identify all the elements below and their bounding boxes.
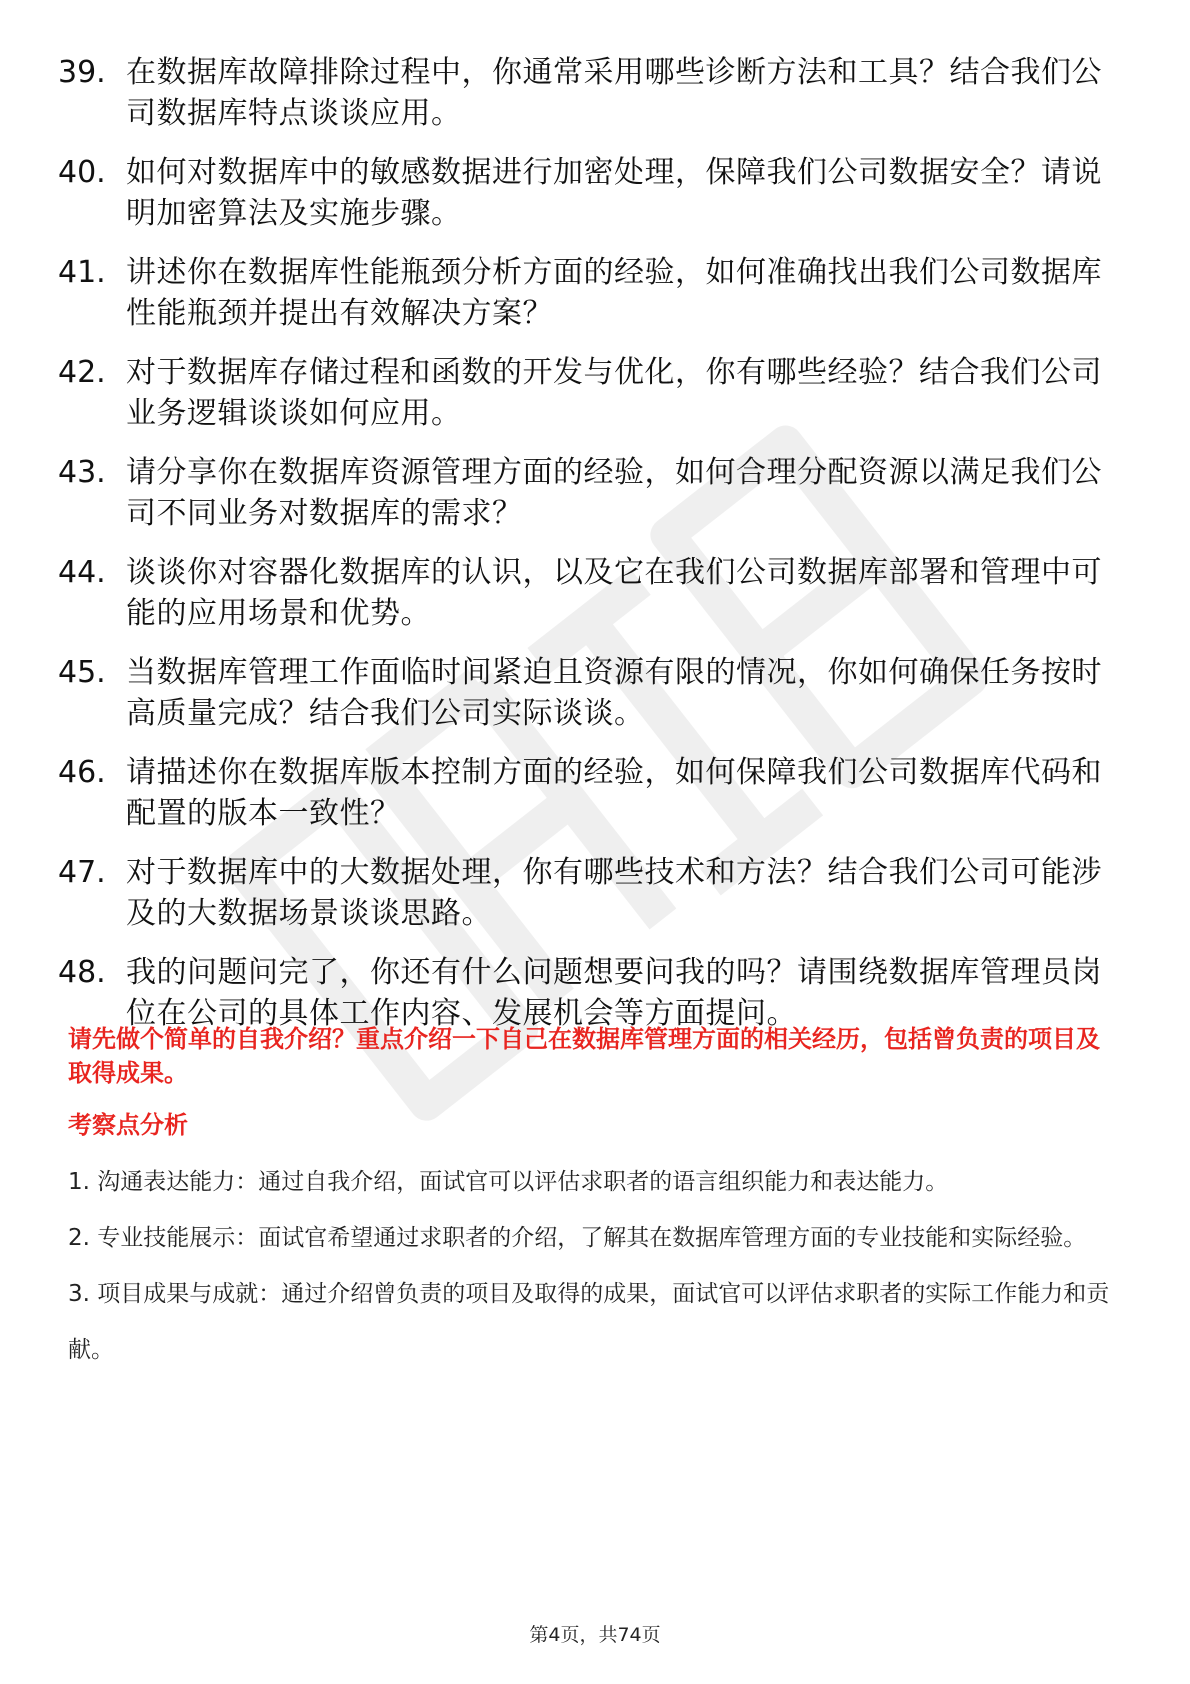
list-item bbox=[58, 552, 1108, 634]
question-number: 47. bbox=[58, 855, 106, 890]
question-text: 谈谈你对容器化数据库的认识，以及它在我们公司数据库部署和管理中可能的应用场景和优势。 bbox=[126, 555, 1102, 631]
list-item bbox=[58, 652, 1108, 734]
list-item bbox=[58, 52, 1108, 134]
question-text: 请描述你在数据库版本控制方面的经验，如何保障我们公司数据库代码和配置的版本一致性？ bbox=[126, 755, 1102, 831]
highlight-question: 请先做个简单的自我介绍？重点介绍一下自己在数据库管理方面的相关经历，包括曾负责的项目及取得成果。 bbox=[68, 1025, 1100, 1087]
analysis-item: 2. 专业技能展示：面试官希望通过求职者的介绍，了解其在数据库管理方面的专业技能和实际经验。 bbox=[68, 1225, 1087, 1251]
question-text: 对于数据库存储过程和函数的开发与优化，你有哪些经验？结合我们公司业务逻辑谈谈如何应用。 bbox=[126, 355, 1102, 431]
list-item bbox=[58, 152, 1108, 234]
analysis-list bbox=[68, 1154, 1118, 1378]
question-number: 44. bbox=[58, 555, 106, 590]
page-number: 第4页，共74页 bbox=[529, 1624, 661, 1646]
question-number: 46. bbox=[58, 755, 106, 790]
analysis-item: 1. 沟通表达能力：通过自我介绍，面试官可以评估求职者的语言组织能力和表达能力。 bbox=[68, 1169, 949, 1195]
page-footer bbox=[0, 1622, 1190, 1648]
question-number: 48. bbox=[58, 955, 106, 990]
list-item bbox=[58, 352, 1108, 434]
question-text: 讲述你在数据库性能瓶颈分析方面的经验，如何准确找出我们公司数据库性能瓶颈并提出有效解决方案？ bbox=[126, 255, 1102, 331]
list-item bbox=[58, 452, 1108, 534]
question-text: 我的问题问完了，你还有什么问题想要问我的吗？请围绕数据库管理员岗位在公司的具体工作内容、发展机会等方面提问。 bbox=[126, 955, 1102, 1031]
question-number: 42. bbox=[58, 355, 106, 390]
question-text: 在数据库故障排除过程中，你通常采用哪些诊断方法和工具？结合我们公司数据库特点谈谈应用。 bbox=[126, 55, 1102, 131]
question-number: 45. bbox=[58, 655, 106, 690]
list-item bbox=[58, 252, 1108, 334]
question-text: 对于数据库中的大数据处理，你有哪些技术和方法？结合我们公司可能涉及的大数据场景谈谈思路。 bbox=[126, 855, 1102, 931]
question-number: 40. bbox=[58, 155, 106, 190]
question-text: 请分享你在数据库资源管理方面的经验，如何合理分配资源以满足我们公司不同业务对数据库的需求？ bbox=[126, 455, 1102, 531]
question-number: 39. bbox=[58, 55, 106, 90]
question-number: 43. bbox=[58, 455, 106, 490]
question-text: 当数据库管理工作面临时间紧迫且资源有限的情况，你如何确保任务按时高质量完成？结合我们公司实际谈谈。 bbox=[126, 655, 1102, 731]
analysis-heading: 考察点分析 bbox=[68, 1111, 188, 1139]
list-item bbox=[58, 852, 1108, 934]
question-number: 41. bbox=[58, 255, 106, 290]
question-list bbox=[58, 52, 1108, 1052]
list-item bbox=[58, 752, 1108, 834]
question-text: 如何对数据库中的敏感数据进行加密处理，保障我们公司数据安全？请说明加密算法及实施步骤。 bbox=[126, 155, 1102, 231]
analysis-item: 3. 项目成果与成就：通过介绍曾负责的项目及取得的成果，面试官可以评估求职者的实际工作能力和贡献。 bbox=[68, 1281, 1110, 1363]
